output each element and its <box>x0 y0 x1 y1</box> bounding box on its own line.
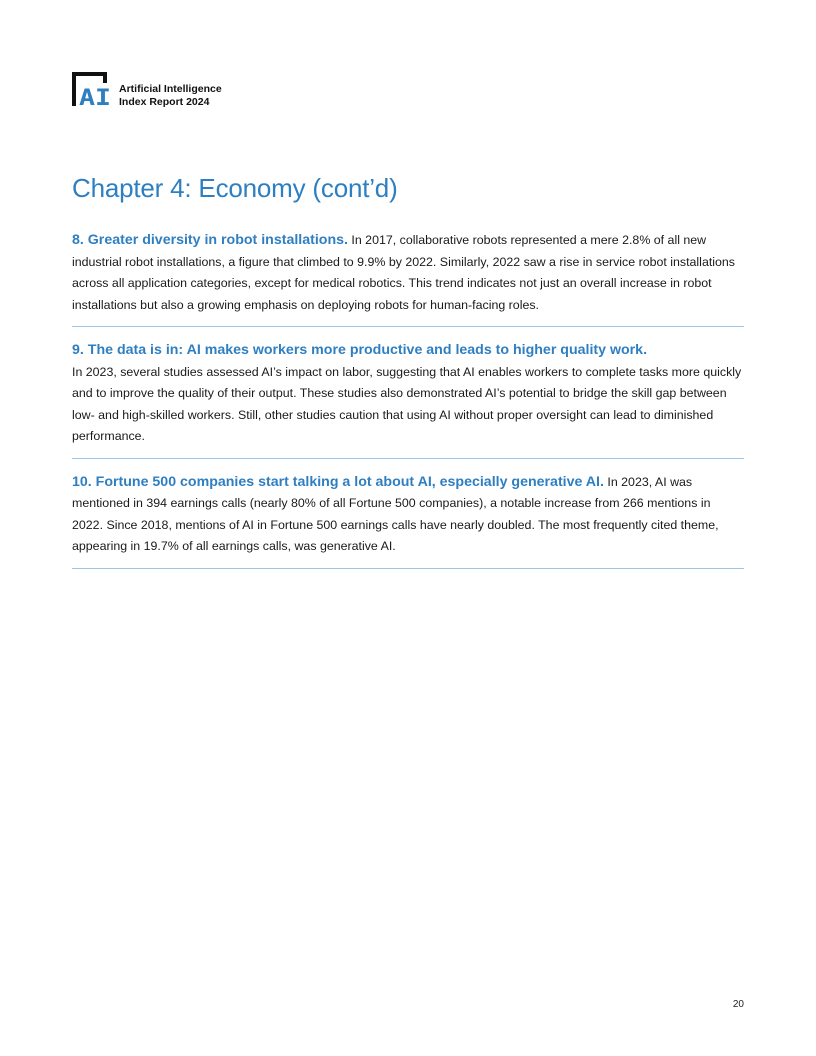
report-header <box>72 72 222 109</box>
highlight-paragraph <box>72 340 744 448</box>
highlight-item <box>72 230 744 327</box>
ai-index-logo <box>72 72 112 106</box>
highlight-body: In 2023, AI was mentioned in 394 earnings calls (nearly 80% of all Fortune 500 companies), a notable increase from 266 mentions in 2022. Since 2018, mentions of AI in Fortune 500 earnings calls have nearly doubled. The most frequently cited theme, appearing in 19.7% of all earnings calls, was generative AI. <box>72 474 719 553</box>
logo-text: AI <box>79 86 111 106</box>
page-number: 20 <box>732 999 744 1010</box>
highlights-list <box>72 230 744 582</box>
highlight-paragraph <box>72 472 744 558</box>
brand-line-2: Index Report 2024 <box>119 96 210 108</box>
highlight-title: 8. Greater diversity in robot installations. <box>72 232 348 248</box>
highlight-item <box>72 472 744 569</box>
highlight-body: In 2017, collaborative robots represented a mere 2.8% of all new industrial robot installations, a figure that climbed to 9.9% by 2022. Similarly, 2022 saw a rise in service robot installations across all application categories, except for medical robotics. This trend indicates not just an overall increase in robot installations but also a growing emphasis on deploying robots for human-facing roles. <box>72 233 736 312</box>
report-brand <box>119 83 222 109</box>
highlight-body: In 2023, several studies assessed AI’s impact on labor, suggesting that AI enables workers to complete tasks more quickly and to improve the quality of their output. These studies also demonstrated AI’s potential to bridge the skill gap between low- and high-skilled workers. Still, other studies caution that using AI without proper oversight can lead to diminished performance. <box>72 364 742 443</box>
highlight-paragraph <box>72 230 744 316</box>
highlight-item <box>72 340 744 459</box>
highlight-title: 9. The data is in: AI makes workers more productive and leads to higher quality work. <box>72 342 648 358</box>
chapter-title: Chapter 4: Economy (cont’d) <box>72 173 398 203</box>
brand-line-1: Artificial Intelligence <box>119 83 222 95</box>
highlight-title: 10. Fortune 500 companies start talking a lot about AI, especially generative AI. <box>72 473 604 490</box>
